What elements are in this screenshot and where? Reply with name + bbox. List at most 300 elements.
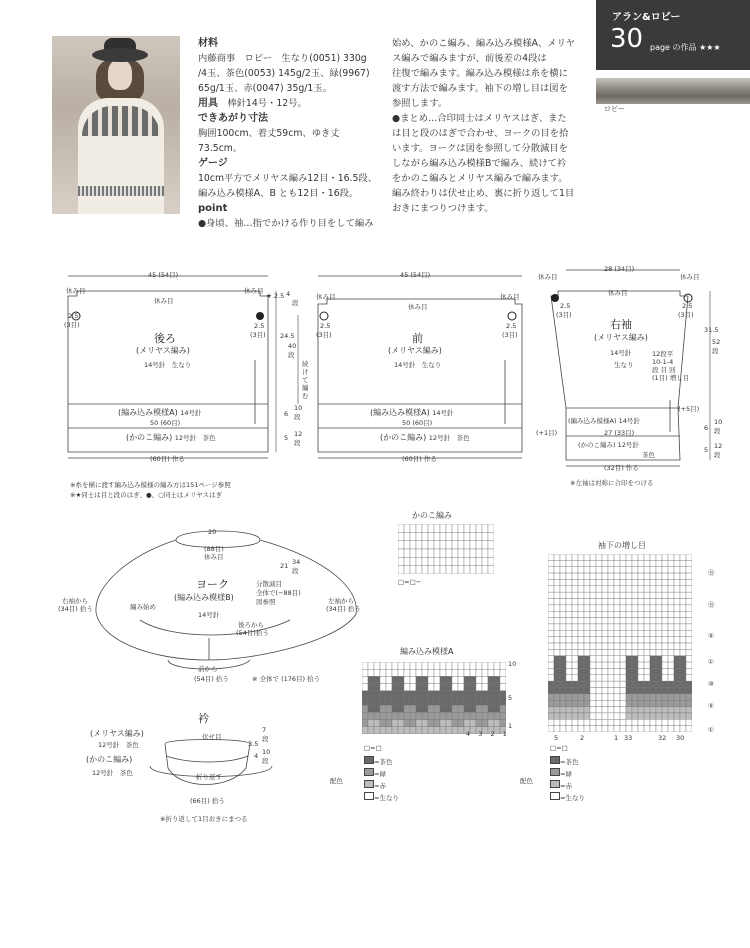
chart-cell (632, 560, 638, 566)
chart-cell (548, 618, 554, 624)
tools-text: 棒針14号・12号。 (227, 98, 307, 109)
chart-cell (410, 712, 416, 719)
chart-cell (422, 705, 428, 712)
chart-cell (548, 611, 554, 617)
chart-a-col: 3 (478, 730, 486, 738)
chart-cell (560, 618, 566, 624)
chart-cell (560, 586, 566, 592)
chart-cell (626, 567, 632, 573)
chart-cell (662, 554, 668, 560)
chart-cell (488, 662, 494, 669)
chart-cell (548, 700, 554, 706)
chart-cell (434, 549, 440, 557)
chart-cell (554, 586, 560, 592)
sleeve-side-12r: 段 (714, 451, 721, 459)
chart-cell (590, 694, 596, 700)
front-kanoko (380, 432, 470, 443)
chart-cell (452, 566, 458, 574)
chart-cell (548, 694, 554, 700)
chart-cell (590, 592, 596, 598)
yoke-decrease (256, 580, 301, 607)
materials-line: 内藤商事 ロビー 生なり(0051) 330g (198, 53, 367, 64)
yoke-top-width: 20 (208, 528, 217, 536)
chart-cell (638, 599, 644, 605)
chart-cell (638, 649, 644, 655)
chart-cell (650, 713, 656, 719)
chart-cell (686, 719, 692, 725)
chart-cell (602, 605, 608, 611)
chart-cell (674, 560, 680, 566)
chart-inc-title: 袖下の増し目 (598, 541, 646, 550)
chart-cell (494, 669, 500, 676)
chart-cell (626, 649, 632, 655)
chart-cell (614, 560, 620, 566)
chart-cell (374, 676, 380, 683)
chart-cell (572, 662, 578, 668)
chart-cell (452, 557, 458, 565)
chart-cell (662, 726, 668, 732)
chart-cell (674, 605, 680, 611)
chart-cell (662, 586, 668, 592)
chart-cell (446, 684, 452, 691)
chart-cell (680, 713, 686, 719)
back-needle: 14号針 生なり (144, 361, 192, 369)
chart-cell (482, 705, 488, 712)
chart-cell (596, 618, 602, 624)
instruction-line: ●まとめ…合印同士はメリヤスはぎ、また (392, 113, 567, 124)
chart-cell (416, 557, 422, 565)
chart-cell (488, 720, 494, 727)
chart-cell (446, 676, 452, 683)
chart-cell (482, 691, 488, 698)
chart-cell (620, 668, 626, 674)
chart-cell (602, 656, 608, 662)
chart-cell (440, 549, 446, 557)
chart-cell (680, 681, 686, 687)
chart-cell (656, 713, 662, 719)
chart-cell (500, 720, 506, 727)
chart-cell (428, 712, 434, 719)
sleeve-kanoko (578, 440, 639, 449)
chart-cell (668, 560, 674, 566)
chart-cell (386, 727, 392, 734)
instruction-line: ス編みで編みますが、前後差の4段は (392, 53, 547, 64)
chart-cell (662, 624, 668, 630)
chart-cell (578, 560, 584, 566)
chart-cell (374, 712, 380, 719)
chart-cell (548, 554, 554, 560)
chart-cell (548, 624, 554, 630)
kanoko-legend-eq: = (404, 578, 410, 586)
chart-cell (494, 691, 500, 698)
chart-cell (422, 524, 428, 532)
chart-cell (632, 719, 638, 725)
chart-cell (596, 637, 602, 643)
chart-cell (398, 676, 404, 683)
chart-cell (548, 637, 554, 643)
chart-cell (650, 618, 656, 624)
chart-cell (428, 524, 434, 532)
chart-cell (554, 668, 560, 674)
chart-cell (638, 662, 644, 668)
chart-cell (572, 586, 578, 592)
chart-cell (638, 554, 644, 560)
chart-cell (458, 727, 464, 734)
chart-cell (680, 662, 686, 668)
chart-cell (404, 541, 410, 549)
chart-cell (608, 618, 614, 624)
chart-cell (464, 669, 470, 676)
chart-cell (614, 700, 620, 706)
chart-cell (656, 592, 662, 598)
chart-cell (632, 599, 638, 605)
chart-cell (626, 560, 632, 566)
chart-cell (590, 630, 596, 636)
chart-cell (476, 691, 482, 698)
back-side-12: 12 (294, 430, 303, 438)
chart-cell (656, 560, 662, 566)
chart-cell (572, 681, 578, 687)
sleeve-rest-center: 休み目 (608, 289, 628, 297)
chart-cell (362, 698, 368, 705)
chart-cell (404, 676, 410, 683)
chart-cell (452, 541, 458, 549)
chart-cell (590, 681, 596, 687)
chart-cell (674, 624, 680, 630)
chart-cell (572, 567, 578, 573)
yoke-right-sleeve-count: (34目) 拾う (58, 605, 93, 613)
chart-cell (620, 579, 626, 585)
chart-cell (434, 684, 440, 691)
chart-cell (584, 624, 590, 630)
chart-cell (602, 681, 608, 687)
chart-cell (650, 662, 656, 668)
chart-cell (566, 637, 572, 643)
collar-note: ※折り返して1目おきにまつる (160, 815, 248, 823)
chart-cell (638, 707, 644, 713)
chart-cell (452, 720, 458, 727)
front-right-cm: 2.5 (506, 322, 517, 330)
chart-cell (446, 532, 452, 540)
chart-cell (656, 662, 662, 668)
chart-cell (668, 579, 674, 585)
chart-cell (554, 719, 560, 725)
chart-cell (680, 560, 686, 566)
chart-cell (662, 656, 668, 662)
chart-cell (560, 592, 566, 598)
chart-cell (386, 676, 392, 683)
chart-cell (422, 676, 428, 683)
front-width-st: (54目) (410, 271, 431, 279)
chart-cell (548, 675, 554, 681)
legend-natural: =生なり (374, 794, 399, 802)
chart-cell (644, 707, 650, 713)
chart-cell (650, 605, 656, 611)
chart-cell (650, 630, 656, 636)
chart-cell (644, 662, 650, 668)
chart-cell (362, 727, 368, 734)
chart-cell (608, 726, 614, 732)
chart-cell (602, 668, 608, 674)
chart-cell (626, 681, 632, 687)
chart-cell (662, 719, 668, 725)
chart-cell (362, 691, 368, 698)
chart-cell (638, 675, 644, 681)
chart-cell (374, 705, 380, 712)
chart-cell (440, 676, 446, 683)
chart-cell (614, 649, 620, 655)
chart-cell (548, 605, 554, 611)
chart-cell (578, 579, 584, 585)
chart-cell (488, 698, 494, 705)
chart-cell (452, 524, 458, 532)
chart-cell (446, 549, 452, 557)
chart-cell (602, 726, 608, 732)
chart-cell (404, 720, 410, 727)
chart-cell (464, 691, 470, 698)
chart-cell (566, 579, 572, 585)
chart-cell (596, 624, 602, 630)
chart-cell (584, 586, 590, 592)
chart-cell (608, 586, 614, 592)
chart-cell (674, 554, 680, 560)
chart-cell (476, 705, 482, 712)
chart-cell (584, 637, 590, 643)
chart-cell (590, 726, 596, 732)
chart-cell (584, 726, 590, 732)
chart-cell (368, 669, 374, 676)
chart-cell (686, 573, 692, 579)
chart-cell (650, 668, 656, 674)
chart-cell (626, 668, 632, 674)
chart-cell (608, 624, 614, 630)
chart-cell (632, 649, 638, 655)
chart-cell (596, 694, 602, 700)
chart-cell (488, 549, 494, 557)
chart-cell (650, 681, 656, 687)
chart-cell (608, 700, 614, 706)
chart-cell (626, 719, 632, 725)
chart-cell (632, 643, 638, 649)
sleeve-kanoko-color: 茶色 (642, 451, 655, 459)
chart-cell (620, 560, 626, 566)
collar-fold: 折り返す (196, 773, 222, 781)
chart-cell (584, 719, 590, 725)
back-side-4r: 段 (292, 299, 299, 307)
chart-cell (458, 691, 464, 698)
chart-cell (488, 557, 494, 565)
chart-cell (446, 524, 452, 532)
chart-cell (458, 524, 464, 532)
front-cast-on: (60目) 作る (402, 455, 437, 463)
chart-cell (584, 668, 590, 674)
back-rest-right: 休み目 (244, 287, 264, 295)
chart-cell (626, 573, 632, 579)
chart-cell (422, 557, 428, 565)
chart-cell (632, 611, 638, 617)
chart-cell (566, 624, 572, 630)
chart-cell (566, 643, 572, 649)
chart-cell (380, 698, 386, 705)
chart-cell (590, 662, 596, 668)
chart-cell (398, 705, 404, 712)
chart-cell (614, 554, 620, 560)
chart-cell (602, 554, 608, 560)
chart-cell (584, 713, 590, 719)
chart-cell (590, 643, 596, 649)
chart-cell (584, 643, 590, 649)
chart-cell (608, 630, 614, 636)
chart-cell (626, 694, 632, 700)
chart-inc-row: ⑮ (708, 569, 715, 577)
collar-dim-10: 10 (262, 748, 271, 756)
chart-cell (554, 681, 560, 687)
chart-cell (440, 532, 446, 540)
chart-cell (386, 684, 392, 691)
chart-cell (572, 592, 578, 598)
chart-cell (668, 649, 674, 655)
chart-cell (584, 592, 590, 598)
chart-cell (662, 618, 668, 624)
chart-cell (620, 592, 626, 598)
back-width-cm: 45 (148, 271, 157, 279)
chart-cell (644, 719, 650, 725)
chart-cell (434, 698, 440, 705)
sleeve-increase-line: 12段平 (652, 350, 674, 358)
chart-cell (566, 554, 572, 560)
chart-cell (404, 669, 410, 676)
chart-cell (554, 618, 560, 624)
chart-a-row-1: 1 (508, 722, 513, 730)
chart-cell (476, 532, 482, 540)
kanoko-legend-sym: − (415, 578, 422, 586)
chart-cell (416, 541, 422, 549)
chart-cell (374, 684, 380, 691)
chart-cell (608, 675, 614, 681)
chart-cell (626, 662, 632, 668)
chart-cell (662, 713, 668, 719)
legend-green: =緑 (560, 770, 572, 778)
chart-cell (650, 719, 656, 725)
chart-cell (608, 719, 614, 725)
chart-cell (596, 592, 602, 598)
chart-cell (596, 611, 602, 617)
chart-cell (404, 684, 410, 691)
chart-cell (644, 694, 650, 700)
chart-cell (644, 637, 650, 643)
chart-cell (602, 675, 608, 681)
chart-cell (644, 560, 650, 566)
chart-cell (620, 586, 626, 592)
chart-cell (626, 599, 632, 605)
chart-cell (440, 669, 446, 676)
chart-cell (662, 560, 668, 566)
chart-cell (410, 557, 416, 565)
chart-cell (500, 662, 506, 669)
chart-cell (674, 656, 680, 662)
chart-cell (464, 541, 470, 549)
back-side-10: 10 (294, 404, 303, 412)
chart-cell (572, 573, 578, 579)
chart-cell (566, 688, 572, 694)
chart-cell (566, 605, 572, 611)
chart-cell (656, 694, 662, 700)
chart-cell (470, 691, 476, 698)
chart-cell (680, 707, 686, 713)
chart-cell (602, 560, 608, 566)
chart-cell (578, 675, 584, 681)
chart-cell (608, 668, 614, 674)
chart-cell (554, 637, 560, 643)
sleeve-cast-on: (32目) 作る (604, 464, 639, 472)
chart-cell (416, 691, 422, 698)
sleeve-width-st: (34目) (614, 265, 635, 273)
chart-cell (644, 656, 650, 662)
chart-cell (578, 694, 584, 700)
chart-cell (614, 656, 620, 662)
chart-cell (590, 713, 596, 719)
chart-cell (380, 662, 386, 669)
chart-cell (644, 567, 650, 573)
chart-cell (458, 557, 464, 565)
chart-cell (464, 712, 470, 719)
chart-cell (434, 524, 440, 532)
chart-cell (620, 675, 626, 681)
back-rest-center: 休み目 (154, 297, 174, 305)
chart-cell (434, 712, 440, 719)
chart-cell (560, 611, 566, 617)
chart-cell (446, 662, 452, 669)
chart-cell (578, 573, 584, 579)
chart-cell (680, 624, 686, 630)
chart-cell (656, 586, 662, 592)
chart-cell (572, 668, 578, 674)
chart-cell (464, 720, 470, 727)
chart-cell (578, 719, 584, 725)
chart-cell (428, 549, 434, 557)
chart-cell (416, 720, 422, 727)
back-star-dim: ★ 2.5 (266, 292, 285, 300)
chart-cell (578, 643, 584, 649)
chart-cell (452, 549, 458, 557)
chart-cell (380, 720, 386, 727)
chart-cell (464, 532, 470, 540)
chart-cell (464, 557, 470, 565)
back-neck-right-st: (3目) (250, 331, 266, 339)
chart-inc-row: ⑤ (708, 702, 714, 710)
chart-cell (614, 605, 620, 611)
chart-cell (374, 698, 380, 705)
chart-cell (554, 707, 560, 713)
chart-cell (398, 524, 404, 532)
chart-cell (686, 681, 692, 687)
front-width-cm: 45 (400, 271, 409, 279)
chart-cell (638, 726, 644, 732)
chart-cell (608, 656, 614, 662)
chart-cell (416, 698, 422, 705)
chart-cell (596, 573, 602, 579)
chart-inc-col: 33 (624, 734, 633, 742)
chart-cell (578, 649, 584, 655)
collar-pickup: (66目) 拾う (190, 797, 225, 805)
chart-cell (452, 691, 458, 698)
chart-cell (560, 662, 566, 668)
chart-cell (644, 713, 650, 719)
chart-cell (626, 675, 632, 681)
chart-inc-col: 32 (658, 734, 667, 742)
chart-cell (422, 727, 428, 734)
chart-cell (614, 573, 620, 579)
